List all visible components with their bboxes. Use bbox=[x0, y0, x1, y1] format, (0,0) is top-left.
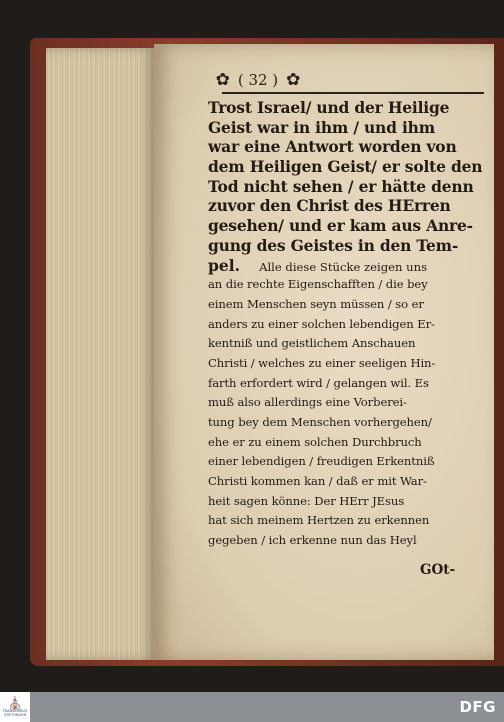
text-line: Geist war in ihm / und ihm bbox=[208, 117, 435, 137]
church-icon: ⛪ bbox=[7, 696, 23, 710]
text-line: an die rechte Eigenschafften / die bey bbox=[208, 277, 428, 292]
header-rule bbox=[222, 92, 484, 94]
text-line: gung des Geistes in den Tem- bbox=[208, 235, 459, 255]
viewer-footer bbox=[0, 692, 504, 722]
text-line: zuvor den Christ des HErren bbox=[208, 196, 451, 216]
page-text bbox=[208, 98, 488, 551]
text-line: muß also allerdings eine Vorberei- bbox=[208, 395, 407, 410]
text-line-mixed bbox=[208, 256, 488, 276]
text-line: einem Menschen seyn müssen / so er bbox=[208, 296, 424, 311]
text-line: dem Heiligen Geist/ er solte den bbox=[208, 157, 483, 177]
text-line: kentniß und geistlichem Anschauen bbox=[208, 336, 416, 351]
catchword: GOt- bbox=[420, 562, 456, 578]
text-fragment-big: pel. bbox=[208, 255, 240, 275]
library-logo-caption: TRANSKRIBUS STIFTUNGEN bbox=[2, 709, 28, 717]
dfg-logo[interactable]: DFG bbox=[459, 698, 496, 716]
page-number: ( 32 ) bbox=[237, 71, 279, 89]
text-line: tung bey dem Menschen vorhergehen/ bbox=[208, 415, 432, 429]
text-fragment-small: Alle diese Stücke zeigen uns bbox=[259, 259, 428, 274]
page-edges bbox=[46, 48, 156, 660]
text-line: ehe er zu einem solchen Durchbruch bbox=[208, 434, 422, 449]
text-line: anders zu einer solchen lebendigen Er- bbox=[208, 316, 435, 331]
library-logo[interactable] bbox=[0, 692, 30, 722]
text-line: Christi / welches zu einer seeligen Hin- bbox=[208, 355, 436, 370]
text-line: Trost Israel/ und der Heilige bbox=[208, 98, 450, 117]
page-header bbox=[168, 70, 348, 90]
text-line: farth erfordert wird / gelangen wil. Es bbox=[208, 375, 429, 390]
text-line: gesehen/ und er kam aus Anre- bbox=[208, 216, 473, 236]
text-line: gegeben / ich erkenne nun das Heyl bbox=[208, 533, 417, 548]
flower-ornament-icon: ✿ bbox=[215, 70, 230, 90]
text-line: Christi kommen kan / daß er mit War- bbox=[208, 474, 427, 489]
flower-ornament-icon: ✿ bbox=[286, 70, 301, 90]
text-line: war eine Antwort worden von bbox=[208, 137, 457, 157]
text-line: Tod nicht sehen / er hätte denn bbox=[208, 176, 474, 196]
text-line: heit sagen könne: Der HErr JEsus bbox=[208, 493, 405, 508]
text-line: einer lebendigen / freudigen Erkentniß bbox=[208, 454, 435, 469]
text-line: hat sich meinem Hertzen zu erkennen bbox=[208, 513, 430, 528]
